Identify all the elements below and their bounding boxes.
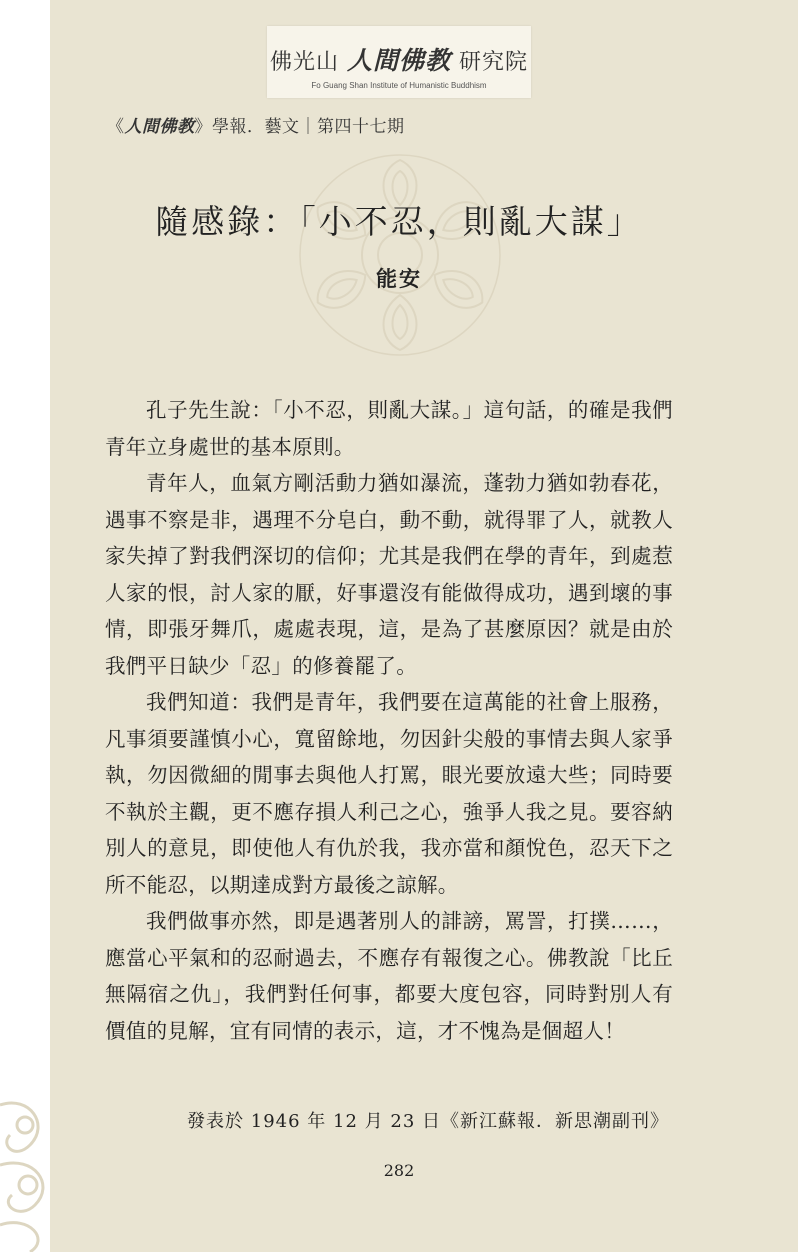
left-margin xyxy=(0,0,50,1252)
paragraph: 青年人，血氣方剛活動力猶如瀑流，蓬勃力猶如勃春花，遇事不察是非，遇理不分皂白，動不動，就得罪了人，就教人家失掉了對我們深切的信仰；尤其是我們在學的青年，到處惹人家的恨，討人家的厭，好事還沒有能做得成功，遇到壞的事情，即張牙舞爪，處處表現，這，是為了甚麼原因？就是由於我們平日缺少「忍」的修養罷了。 xyxy=(105,471,673,678)
institute-name-english: Fo Guang Shan Institute of Humanistic Buddhism xyxy=(311,81,487,90)
institute-name xyxy=(267,41,531,77)
publication-source: 發表於 1946 年 12 月 23 日《新江蘇報．新思潮副刊》 xyxy=(187,1111,669,1132)
running-head-open: 《 xyxy=(107,117,125,137)
institute-name-prefix: 佛光山 xyxy=(269,50,339,75)
running-head xyxy=(107,112,405,137)
institute-name-bold: 人間佛教 xyxy=(346,46,451,75)
paragraph: 我們做事亦然，即是遇著別人的誹謗，罵詈，打撲……，應當心平氣和的忍耐過去，不應存有報復之心。佛教說「比丘無隔宿之仇」，我們對任何事，都要大度包容，同時對別人有價值的見解，宜有同情的表示，這，才不愧為是個超人！ xyxy=(105,909,673,1043)
journal-name: 人間佛教 xyxy=(124,117,195,137)
article-author: 能安 xyxy=(376,266,422,291)
article-title: 隨感錄：「小不忍，則亂大謀」 xyxy=(155,202,643,241)
lotus-emblem-icon xyxy=(290,145,510,365)
institute-name-suffix: 研究院 xyxy=(459,50,529,75)
running-head-rest: 》學報．藝文｜第四十七期 xyxy=(194,117,405,137)
page-number: 282 xyxy=(383,1161,415,1180)
article-body xyxy=(105,392,673,1049)
paragraph: 我們知道：我們是青年，我們要在這萬能的社會上服務，凡事須要謹慎小心，寬留餘地，勿因針尖般的事情去與人家爭執，勿因微細的閒事去與他人打罵，眼光要放遠大些；同時要不執於主觀，更不應存損人利己之心，強爭人我之見。要容納別人的意見，即使他人有仇於我，我亦當和顏悅色，忍天下之所不能忍，以期達成對方最後之諒解。 xyxy=(105,690,673,897)
institute-banner xyxy=(267,26,531,98)
paragraph: 孔子先生說：「小不忍，則亂大謀。」這句話，的確是我們青年立身處世的基本原則。 xyxy=(105,398,673,459)
